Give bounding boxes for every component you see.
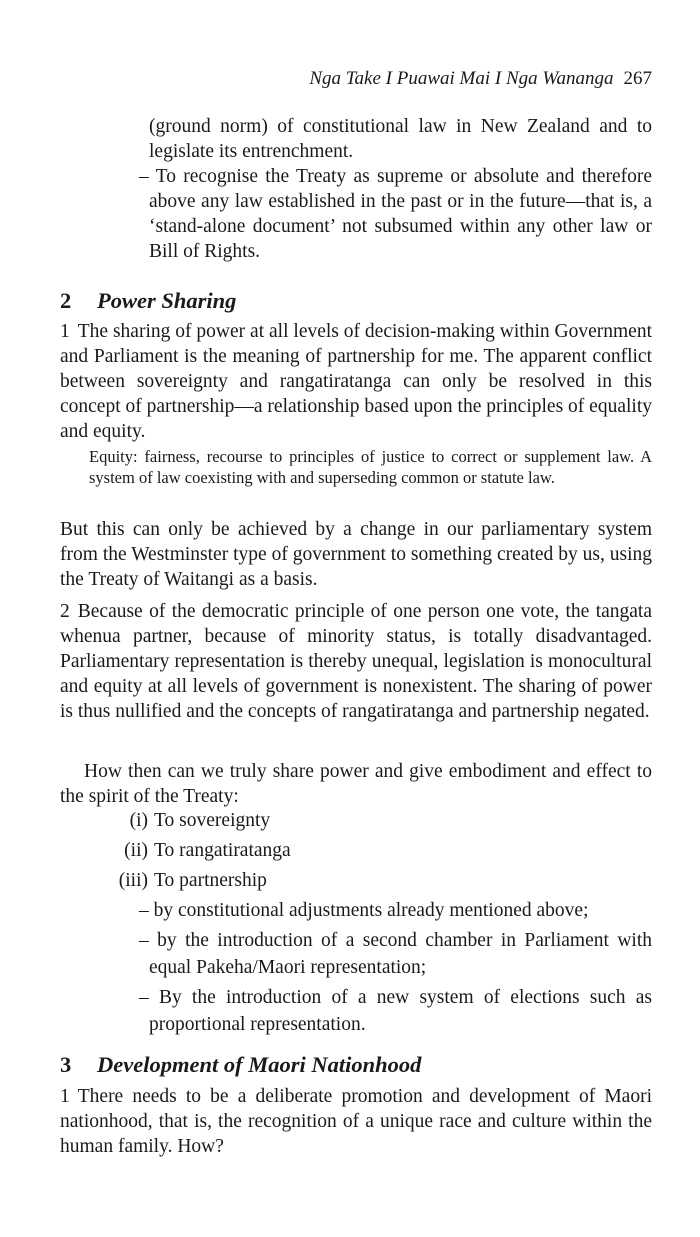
- running-head: [60, 66, 652, 92]
- section-2-para-2: [60, 599, 652, 724]
- section-number: 2: [60, 288, 72, 313]
- sub-list-item: – By the introduction of a new system of elections such as proportional representation.: [139, 987, 652, 1035]
- section-2: [60, 287, 652, 315]
- sub-list-item: – by the introduction of a second chamber in Parliament with equal Pakeha/Maori representation;: [139, 930, 652, 978]
- paragraph-text: How then can we truly share power and give embodiment and effect to the spirit of the Treaty:: [60, 761, 652, 807]
- paragraph: [60, 319, 652, 444]
- paragraph: [60, 599, 652, 724]
- section-number: 3: [60, 1052, 72, 1077]
- list-text: To rangatiratanga: [154, 840, 291, 861]
- paragraph-number: 1: [60, 1086, 70, 1107]
- sub-list-item: – by constitutional adjustments already mentioned above;: [139, 900, 589, 921]
- section-3: [60, 1051, 652, 1079]
- section-2-para-3: [60, 759, 652, 809]
- paragraph-text: Because of the democratic principle of one person one vote, the tangata whenua partner, because of minority status, is totally disadvantaged. Parliamentary representation is thereby unequal, legislation is monocultural and equity at all levels of government is nonexistent. The sharing of power is thus nullified and the concepts of rangatiratanga and partnership negated.: [60, 601, 652, 722]
- paragraph-text: But this can only be achieved by a change in our parliamentary system from the Westminster type of government to something created by us, using the Treaty of Waitangi as a basis.: [60, 519, 652, 590]
- section-title: Power Sharing: [97, 288, 237, 313]
- running-title: Nga Take I Puawai Mai I Nga Wananga: [309, 68, 614, 89]
- paragraph-text: The sharing of power at all levels of decision-making within Government and Parliament is the meaning of partnership for me. The apparent conflict between sovereignty and rangatiratanga can only be resolved in this concept of partnership—a relationship based upon the principles of equality and equity.: [60, 321, 652, 442]
- note-text: Equity: fairness, recourse to principles of justice to correct or supplement law. A system of law coexisting with and superseding common or statute law.: [89, 447, 652, 487]
- paragraph-number: 2: [60, 601, 70, 622]
- section-heading: [60, 1051, 652, 1079]
- list-number: (ii): [124, 840, 148, 861]
- list-item: [88, 836, 652, 866]
- section-title: Development of Maori Nationhood: [97, 1052, 422, 1077]
- continuation-block: [60, 114, 652, 264]
- list-item: [88, 866, 652, 896]
- sub-list: [60, 897, 652, 1038]
- section-2-para-1: [60, 319, 652, 444]
- list-number: (iii): [118, 870, 148, 891]
- page-number: 267: [623, 68, 652, 89]
- paragraph-number: 1: [60, 321, 70, 342]
- list-item: [88, 806, 652, 836]
- dash-item: – To recognise the Treaty as supreme or absolute and therefore above any law established in the past or in the future—that is, a ‘stand-alone document’ not subsumed within any other law or Bill of Rights.: [139, 166, 652, 262]
- continuation-text: (ground norm) of constitutional law in New Zealand and to legislate its entrenchment.: [149, 116, 652, 162]
- equity-note: [60, 447, 652, 488]
- list-number: (i): [129, 810, 148, 831]
- section-3-para-1: [60, 1084, 652, 1159]
- section-heading: [60, 287, 652, 315]
- enumerated-list: [60, 806, 652, 896]
- list-text: To sovereignty: [154, 810, 271, 831]
- paragraph: [60, 1084, 652, 1159]
- paragraph-text: There needs to be a deliberate promotion and development of Maori nationhood, that is, the recognition of a unique race and culture within the human family. How?: [60, 1086, 652, 1157]
- list-text: To partnership: [154, 870, 267, 891]
- section-2-para-1b: [60, 517, 652, 592]
